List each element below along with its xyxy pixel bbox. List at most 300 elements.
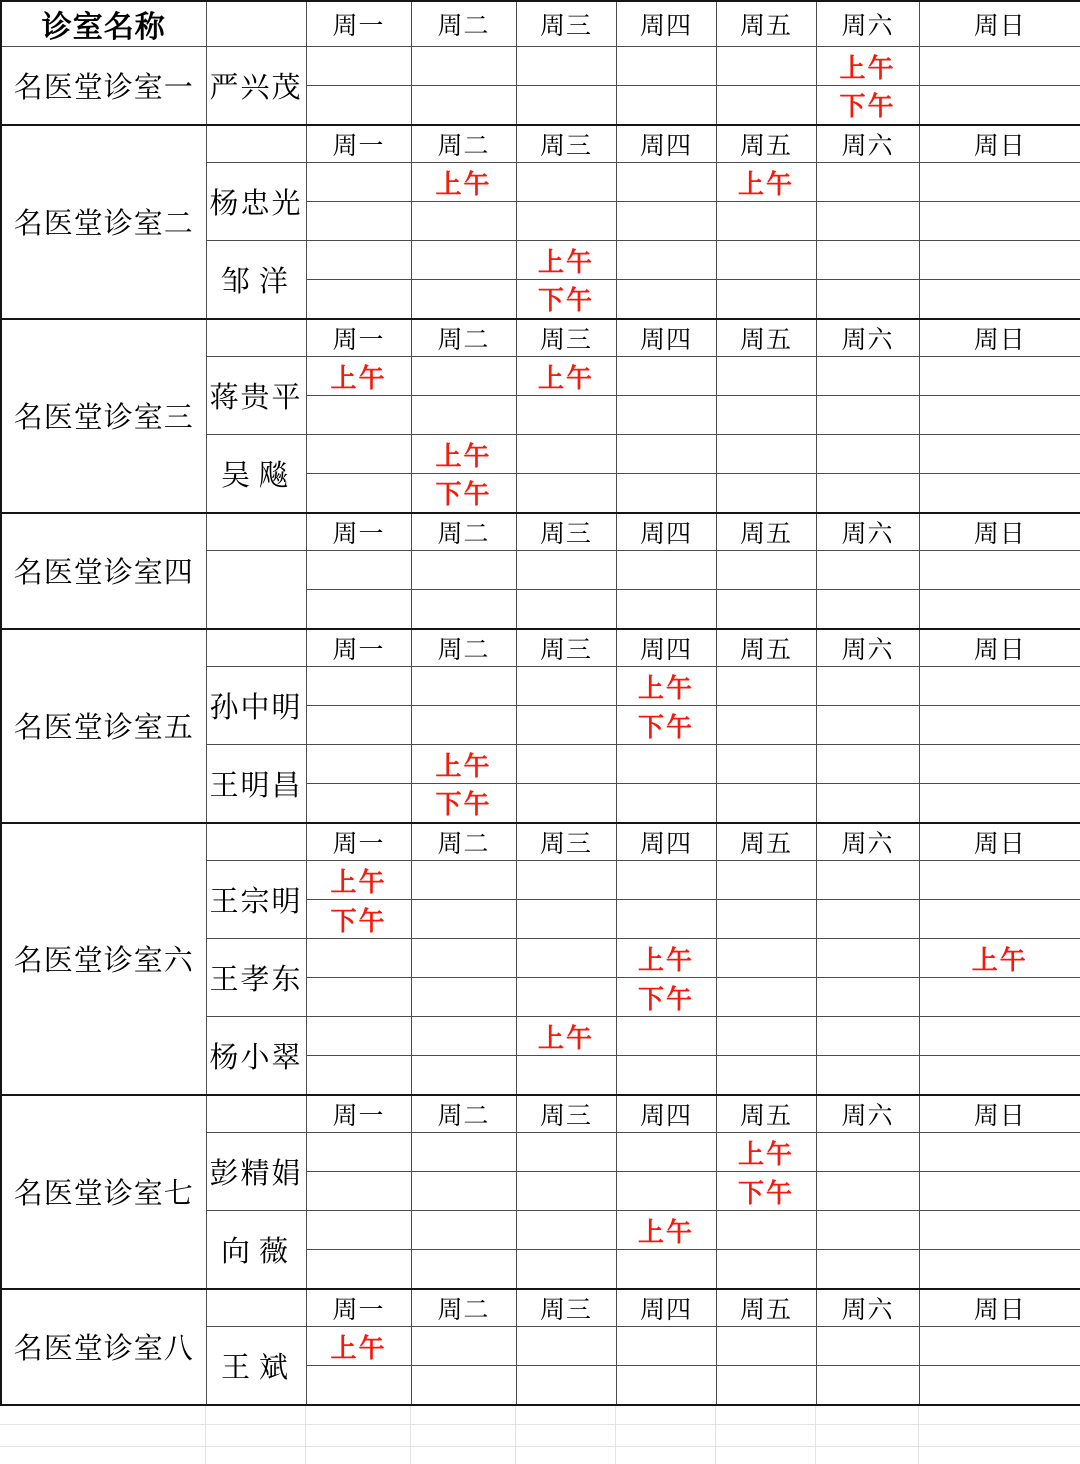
schedule-cell: [306, 706, 411, 745]
room-cell: 名医堂诊室八: [1, 1289, 206, 1405]
day-header-cell: 周日: [919, 125, 1080, 163]
schedule-cell: [716, 745, 816, 784]
schedule-cell: [716, 86, 816, 125]
schedule-cell: [919, 978, 1080, 1017]
schedule-cell: [306, 474, 411, 513]
schedule-cell: [716, 784, 816, 823]
schedule-cell: [816, 1211, 919, 1250]
schedule-cell: [411, 357, 516, 396]
schedule-cell: [919, 900, 1080, 939]
schedule-cell: [816, 1017, 919, 1056]
doctor-name-cell: 孙中明: [206, 667, 306, 745]
schedule-cell: [816, 163, 919, 202]
schedule-cell: [616, 1133, 716, 1172]
schedule-cell: [919, 241, 1080, 280]
schedule-cell: [616, 551, 716, 590]
schedule-cell: [616, 590, 716, 629]
schedule-cell: [816, 706, 919, 745]
schedule-cell: [816, 241, 919, 280]
schedule-cell: [306, 551, 411, 590]
empty-grid-cell: [205, 1447, 305, 1464]
schedule-cell: [919, 1172, 1080, 1211]
schedule-cell: [411, 47, 516, 86]
empty-grid-cell: [305, 1447, 410, 1464]
schedule-cell: [306, 280, 411, 319]
schedule-cell: [816, 1133, 919, 1172]
schedule-cell: [516, 551, 616, 590]
day-header-cell: 周日: [919, 629, 1080, 667]
schedule-cell: [306, 784, 411, 823]
schedule-cell: [616, 357, 716, 396]
schedule-cell: 下午: [616, 706, 716, 745]
schedule-cell: [816, 396, 919, 435]
schedule-cell: [516, 706, 616, 745]
doctor-name-cell: 杨忠光: [206, 163, 306, 241]
schedule-cell: [816, 280, 919, 319]
schedule-cell: [306, 1211, 411, 1250]
day-header-cell: 周六: [816, 513, 919, 551]
schedule-cell: [716, 47, 816, 86]
room-cell: 名医堂诊室二: [1, 125, 206, 319]
schedule-cell: [516, 861, 616, 900]
day-header-cell: 周日: [919, 1, 1080, 47]
day-header-cell: 周三: [516, 823, 616, 861]
day-header-cell: 周四: [616, 823, 716, 861]
schedule-cell: 上午: [716, 1133, 816, 1172]
schedule-cell: [306, 939, 411, 978]
day-header-cell: 周六: [816, 1095, 919, 1133]
schedule-cell: [411, 202, 516, 241]
schedule-cell: [919, 1366, 1080, 1405]
schedule-cell: [716, 706, 816, 745]
schedule-cell: [919, 706, 1080, 745]
schedule-cell: [716, 435, 816, 474]
empty-grid-cell: [0, 1425, 205, 1447]
schedule-cell: [816, 1250, 919, 1289]
empty-grid-cell: [615, 1447, 715, 1464]
schedule-cell: [616, 1017, 716, 1056]
day-header-cell: 周日: [919, 823, 1080, 861]
day-header-cell: 周一: [306, 629, 411, 667]
empty-grid-cell: [615, 1425, 715, 1447]
empty-grid-area: [0, 1406, 1080, 1464]
empty-grid-cell: [715, 1425, 815, 1447]
day-header-cell: 周三: [516, 629, 616, 667]
schedule-cell: [616, 396, 716, 435]
day-header-cell: 周四: [616, 125, 716, 163]
empty-grid-cell: [205, 1406, 305, 1425]
schedule-cell: [306, 590, 411, 629]
schedule-cell: [816, 978, 919, 1017]
doctor-name-cell: [206, 551, 306, 629]
schedule-cell: [716, 1366, 816, 1405]
day-header-cell: 周日: [919, 319, 1080, 357]
empty-grid-cell: [515, 1425, 615, 1447]
schedule-cell: [516, 435, 616, 474]
schedule-cell: [411, 900, 516, 939]
schedule-cell: [919, 1133, 1080, 1172]
schedule-cell: [919, 590, 1080, 629]
schedule-cell: 上午: [516, 357, 616, 396]
empty-grid-cell: [715, 1406, 815, 1425]
schedule-cell: [716, 357, 816, 396]
doctor-name-cell: 邹洋: [206, 241, 306, 319]
schedule-cell: 上午: [411, 745, 516, 784]
day-header-cell: 周一: [306, 319, 411, 357]
schedule-cell: [919, 551, 1080, 590]
empty-grid-cell: [715, 1447, 815, 1464]
table-corner-label: 诊室名称: [1, 1, 206, 47]
schedule-cell: [516, 86, 616, 125]
day-header-cell: 周五: [716, 629, 816, 667]
doctor-name-cell: 王斌: [206, 1327, 306, 1405]
day-header-cell: 周一: [306, 513, 411, 551]
schedule-cell: [516, 1172, 616, 1211]
schedule-cell: [716, 590, 816, 629]
room-cell: 名医堂诊室七: [1, 1095, 206, 1289]
blank-cell: [206, 125, 306, 163]
schedule-cell: [816, 202, 919, 241]
schedule-cell: [411, 241, 516, 280]
section-header-row: [1, 823, 1080, 861]
empty-grid-row: [0, 1425, 1080, 1447]
schedule-cell: 上午: [716, 163, 816, 202]
schedule-cell: [306, 667, 411, 706]
schedule-cell: [411, 1056, 516, 1095]
schedule-cell: [516, 784, 616, 823]
day-header-cell: 周三: [516, 1, 616, 47]
day-header-cell: 周六: [816, 319, 919, 357]
schedule-cell: [816, 861, 919, 900]
day-header-cell: 周二: [411, 513, 516, 551]
day-header-cell: 周一: [306, 1095, 411, 1133]
schedule-cell: 下午: [411, 784, 516, 823]
day-header-cell: 周六: [816, 823, 919, 861]
schedule-cell: [816, 900, 919, 939]
schedule-cell: [516, 396, 616, 435]
empty-grid-row: [0, 1447, 1080, 1464]
schedule-cell: [816, 1327, 919, 1366]
schedule-cell: 上午: [919, 939, 1080, 978]
section-header-row: [1, 513, 1080, 551]
schedule-cell: [919, 784, 1080, 823]
schedule-cell: [516, 900, 616, 939]
schedule-cell: [919, 280, 1080, 319]
schedule-cell: [919, 667, 1080, 706]
schedule-cell: 上午: [516, 1017, 616, 1056]
schedule-cell: [919, 1211, 1080, 1250]
empty-grid-row: [0, 1406, 1080, 1425]
schedule-cell: [616, 163, 716, 202]
schedule-cell: 上午: [411, 163, 516, 202]
day-header-cell: 周二: [411, 125, 516, 163]
doctor-name-cell: 彭精娟: [206, 1133, 306, 1211]
schedule-cell: [306, 396, 411, 435]
schedule-cell: 上午: [306, 861, 411, 900]
section-header-row: [1, 1289, 1080, 1327]
schedule-cell: 上午: [306, 1327, 411, 1366]
schedule-cell: [306, 47, 411, 86]
empty-grid-cell: [615, 1406, 715, 1425]
schedule-cell: [716, 1056, 816, 1095]
section-header-row: [1, 125, 1080, 163]
schedule-cell: [716, 900, 816, 939]
doctor-name-cell: 王孝东: [206, 939, 306, 1017]
schedule-cell: [716, 861, 816, 900]
doctor-name-cell: 吴飚: [206, 435, 306, 513]
schedule-cell: 上午: [516, 241, 616, 280]
schedule-cell: [411, 978, 516, 1017]
schedule-cell: [411, 280, 516, 319]
empty-grid-cell: [305, 1406, 410, 1425]
schedule-cell: [411, 1250, 516, 1289]
schedule-cell: 下午: [816, 86, 919, 125]
schedule-cell: [716, 551, 816, 590]
schedule-cell: 上午: [616, 1211, 716, 1250]
day-header-cell: 周二: [411, 1095, 516, 1133]
blank-cell: [206, 823, 306, 861]
schedule-cell: 上午: [816, 47, 919, 86]
doctor-name-cell: 严兴茂: [206, 47, 306, 125]
schedule-cell: [411, 86, 516, 125]
day-header-cell: 周一: [306, 823, 411, 861]
blank-cell: [206, 513, 306, 551]
schedule-cell: 下午: [616, 978, 716, 1017]
schedule-cell: [306, 745, 411, 784]
doctor-name-cell: 向薇: [206, 1211, 306, 1289]
schedule-cell: [716, 667, 816, 706]
day-header-cell: 周二: [411, 319, 516, 357]
day-header-cell: 周二: [411, 823, 516, 861]
empty-grid-cell: [515, 1406, 615, 1425]
schedule-cell: [716, 1250, 816, 1289]
day-header-cell: 周五: [716, 319, 816, 357]
schedule-cell: [716, 474, 816, 513]
schedule-cell: [919, 1250, 1080, 1289]
schedule-cell: [816, 435, 919, 474]
schedule-cell: [816, 357, 919, 396]
schedule-cell: [306, 1056, 411, 1095]
day-header-cell: 周四: [616, 513, 716, 551]
schedule-cell: [716, 396, 816, 435]
day-header-cell: 周一: [306, 1, 411, 47]
schedule-cell: [411, 1017, 516, 1056]
schedule-cell: [516, 47, 616, 86]
schedule-cell: [306, 86, 411, 125]
empty-grid-cell: [815, 1406, 918, 1425]
day-header-cell: 周四: [616, 629, 716, 667]
schedule-cell: [616, 47, 716, 86]
room-cell: 名医堂诊室六: [1, 823, 206, 1095]
schedule-cell: [516, 978, 616, 1017]
schedule-cell: [411, 396, 516, 435]
schedule-cell: [616, 202, 716, 241]
schedule-cell: [411, 1211, 516, 1250]
schedule-cell: [919, 163, 1080, 202]
empty-grid-cell: [815, 1447, 918, 1464]
schedule-cell: [816, 551, 919, 590]
day-header-cell: 周日: [919, 1289, 1080, 1327]
schedule-cell: [306, 202, 411, 241]
schedule-cell: [919, 745, 1080, 784]
doctor-name-cell: 王明昌: [206, 745, 306, 823]
schedule-cell: [919, 86, 1080, 125]
schedule-cell: [616, 784, 716, 823]
day-header-cell: 周日: [919, 513, 1080, 551]
schedule-cell: [411, 667, 516, 706]
empty-grid-cell: [410, 1425, 515, 1447]
schedule-cell: [306, 1133, 411, 1172]
schedule-cell: [716, 978, 816, 1017]
schedule-cell: [919, 1327, 1080, 1366]
schedule-cell: [919, 861, 1080, 900]
empty-grid-cell: [918, 1406, 1080, 1425]
schedule-cell: [411, 1133, 516, 1172]
schedule-cell: [716, 1017, 816, 1056]
day-header-cell: 周六: [816, 1, 919, 47]
day-header-cell: 周二: [411, 629, 516, 667]
empty-grid-cell: [410, 1447, 515, 1464]
empty-grid-cell: [815, 1425, 918, 1447]
schedule-cell: [516, 474, 616, 513]
schedule-cell: [516, 1366, 616, 1405]
empty-grid-cell: [205, 1425, 305, 1447]
room-cell: 名医堂诊室三: [1, 319, 206, 513]
schedule-cell: [616, 435, 716, 474]
schedule-cell: [616, 900, 716, 939]
schedule-cell: [516, 202, 616, 241]
empty-grid-cell: [0, 1447, 205, 1464]
schedule-cell: [306, 435, 411, 474]
empty-grid-cell: [410, 1406, 515, 1425]
schedule-cell: [919, 357, 1080, 396]
schedule-cell: [616, 745, 716, 784]
schedule-cell: [716, 241, 816, 280]
schedule-cell: [816, 1056, 919, 1095]
schedule-cell: [616, 861, 716, 900]
schedule-cell: [516, 163, 616, 202]
blank-cell: [206, 1, 306, 47]
schedule-cell: 下午: [306, 900, 411, 939]
empty-grid-cell: [305, 1425, 410, 1447]
schedule-cell: [516, 667, 616, 706]
empty-grid-cell: [0, 1406, 205, 1425]
schedule-cell: [919, 1056, 1080, 1095]
schedule-cell: [411, 590, 516, 629]
schedule-cell: [816, 939, 919, 978]
schedule-cell: [716, 202, 816, 241]
section-header-row: [1, 629, 1080, 667]
day-header-cell: 周六: [816, 125, 919, 163]
schedule-cell: [516, 745, 616, 784]
room-cell: 名医堂诊室四: [1, 513, 206, 629]
schedule-row: [1, 47, 1080, 86]
schedule-cell: [616, 474, 716, 513]
day-header-cell: 周五: [716, 513, 816, 551]
blank-cell: [206, 1289, 306, 1327]
day-header-cell: 周一: [306, 1289, 411, 1327]
schedule-cell: [616, 86, 716, 125]
schedule-cell: [516, 939, 616, 978]
schedule-cell: [516, 1133, 616, 1172]
schedule-cell: [411, 1327, 516, 1366]
schedule-cell: [616, 280, 716, 319]
schedule-cell: [616, 1172, 716, 1211]
schedule-cell: [716, 1211, 816, 1250]
schedule-cell: [816, 1172, 919, 1211]
schedule-cell: [919, 47, 1080, 86]
empty-grid-cell: [918, 1425, 1080, 1447]
day-header-cell: 周日: [919, 1095, 1080, 1133]
day-header-cell: 周四: [616, 1289, 716, 1327]
day-header-cell: 周四: [616, 1, 716, 47]
day-header-cell: 周一: [306, 125, 411, 163]
schedule-cell: [411, 861, 516, 900]
schedule-cell: [516, 590, 616, 629]
day-header-cell: 周五: [716, 1289, 816, 1327]
day-header-cell: 周五: [716, 125, 816, 163]
day-header-cell: 周四: [616, 319, 716, 357]
schedule-cell: [306, 1017, 411, 1056]
doctor-name-cell: 蒋贵平: [206, 357, 306, 435]
schedule-cell: [919, 1017, 1080, 1056]
schedule-cell: [516, 1250, 616, 1289]
day-header-cell: 周三: [516, 513, 616, 551]
schedule-cell: [411, 1366, 516, 1405]
empty-grid-cell: [515, 1447, 615, 1464]
room-cell: 名医堂诊室一: [1, 47, 206, 125]
schedule-cell: [306, 1172, 411, 1211]
schedule-cell: [306, 1366, 411, 1405]
schedule-cell: [411, 551, 516, 590]
schedule-cell: [411, 1172, 516, 1211]
schedule-cell: [816, 1366, 919, 1405]
schedule-cell: 上午: [411, 435, 516, 474]
schedule-cell: 上午: [306, 357, 411, 396]
schedule-cell: 下午: [411, 474, 516, 513]
schedule-cell: [919, 435, 1080, 474]
schedule-cell: [616, 241, 716, 280]
day-header-cell: 周二: [411, 1289, 516, 1327]
schedule-cell: [616, 1056, 716, 1095]
blank-cell: [206, 629, 306, 667]
schedule-cell: [816, 590, 919, 629]
schedule-cell: [816, 667, 919, 706]
schedule-cell: [816, 474, 919, 513]
schedule-cell: [919, 202, 1080, 241]
day-header-cell: 周二: [411, 1, 516, 47]
blank-cell: [206, 1095, 306, 1133]
day-header-cell: 周六: [816, 1289, 919, 1327]
room-cell: 名医堂诊室五: [1, 629, 206, 823]
schedule-cell: [616, 1250, 716, 1289]
schedule-cell: 上午: [616, 939, 716, 978]
schedule-cell: [919, 474, 1080, 513]
section-header-row: [1, 1095, 1080, 1133]
schedule-cell: [919, 396, 1080, 435]
schedule-cell: [306, 1250, 411, 1289]
section-header-row: [1, 319, 1080, 357]
day-header-cell: 周五: [716, 823, 816, 861]
day-header-cell: 周五: [716, 1, 816, 47]
doctor-name-cell: 王宗明: [206, 861, 306, 939]
day-header-cell: 周三: [516, 1289, 616, 1327]
schedule-cell: [411, 706, 516, 745]
day-header-cell: 周三: [516, 1095, 616, 1133]
schedule-cell: [516, 1056, 616, 1095]
schedule-cell: [716, 280, 816, 319]
empty-grid-cell: [918, 1447, 1080, 1464]
